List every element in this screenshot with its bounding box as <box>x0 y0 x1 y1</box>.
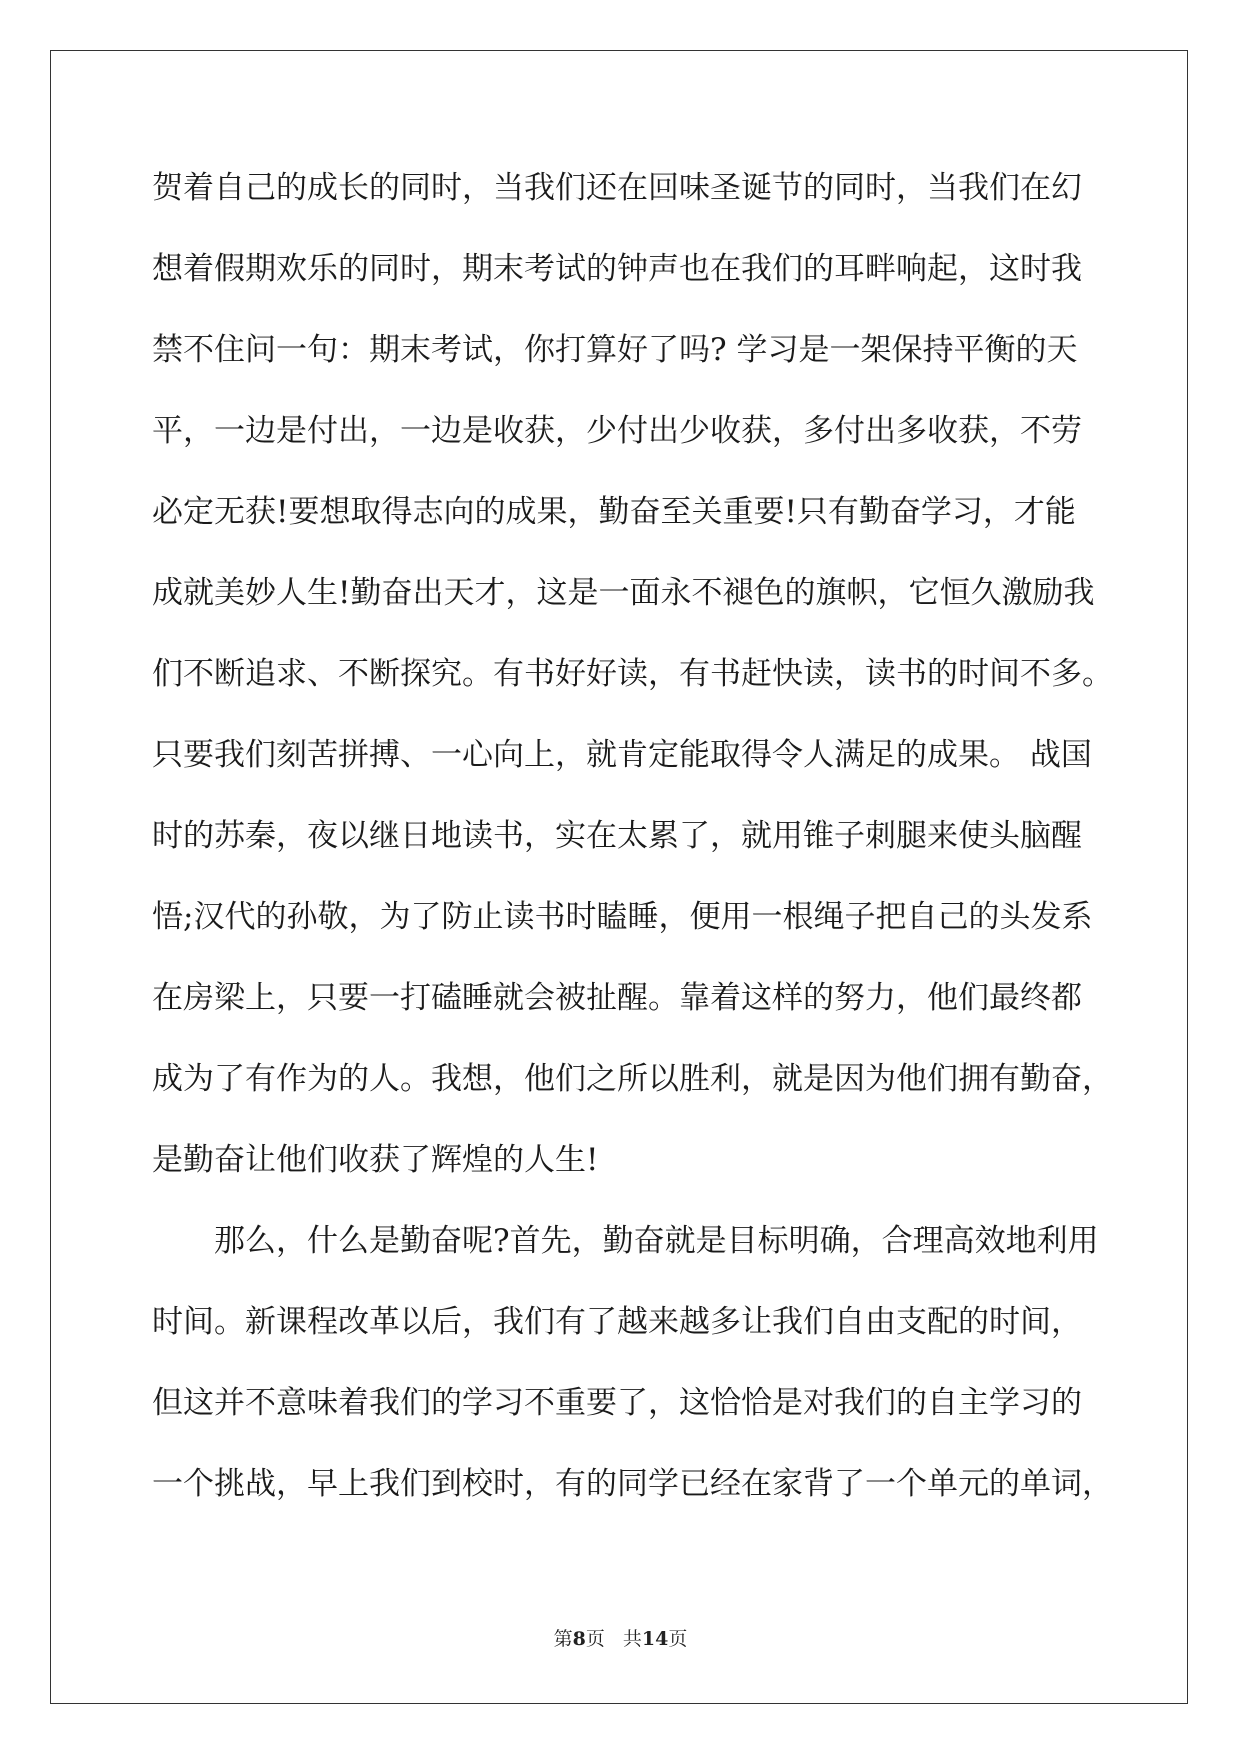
total-suffix: 页 <box>668 1628 688 1650</box>
text-line: 只要我们刻苦拼搏、一心向上，就肯定能取得令人满足的成果。 战国 <box>152 737 1092 773</box>
paragraph-first-line: 那么，什么是勤奋呢?首先，勤奋就是目标明确，合理高效地利用 <box>214 1223 1099 1259</box>
text-line: 悟;汉代的孙敬，为了防止读书时瞌睡，便用一根绳子把自己的头发系 <box>152 899 1093 935</box>
text-line: 在房梁上，只要一打磕睡就会被扯醒。靠着这样的努力，他们最终都 <box>152 980 1082 1016</box>
text-line: 禁不住问一句：期末考试，你打算好了吗? 学习是一架保持平衡的天 <box>152 332 1078 368</box>
page-prefix: 第 <box>553 1628 573 1650</box>
text-line: 成就美妙人生!勤奋出天才，这是一面永不褪色的旗帜，它恒久激励我 <box>152 575 1095 611</box>
page-suffix: 页 <box>585 1628 605 1650</box>
document-body <box>152 160 1113 1537</box>
text-line: 一个挑战，早上我们到校时，有的同学已经在家背了一个单元的单词， <box>152 1466 1113 1502</box>
text-line: 们不断追求、不断探究。有书好好读，有书赶快读，读书的时间不多。 <box>152 656 1113 692</box>
page-footer <box>0 1624 1241 1651</box>
page-number: 8 <box>572 1628 586 1650</box>
text-line: 贺着自己的成长的同时，当我们还在回味圣诞节的同时，当我们在幻 <box>152 170 1082 206</box>
text-line: 时的苏秦，夜以继日地读书，实在太累了，就用锥子刺腿来使头脑醒 <box>152 818 1082 854</box>
text-line: 必定无获!要想取得志向的成果，勤奋至关重要!只有勤奋学习，才能 <box>152 494 1076 530</box>
text-line: 成为了有作为的人。我想，他们之所以胜利，就是因为他们拥有勤奋， <box>152 1061 1113 1097</box>
total-prefix: 共 <box>622 1628 642 1650</box>
text-line: 但这并不意味着我们的学习不重要了，这恰恰是对我们的自主学习的 <box>152 1385 1082 1421</box>
text-line: 想着假期欢乐的同时，期末考试的钟声也在我们的耳畔响起，这时我 <box>152 251 1082 287</box>
text-line: 时间。新课程改革以后，我们有了越来越多让我们自由支配的时间， <box>152 1304 1082 1340</box>
text-line: 平，一边是付出，一边是收获，少付出少收获，多付出多收获，不劳 <box>152 413 1082 449</box>
text-line: 是勤奋让他们收获了辉煌的人生! <box>152 1142 599 1178</box>
total-pages: 14 <box>641 1628 669 1650</box>
